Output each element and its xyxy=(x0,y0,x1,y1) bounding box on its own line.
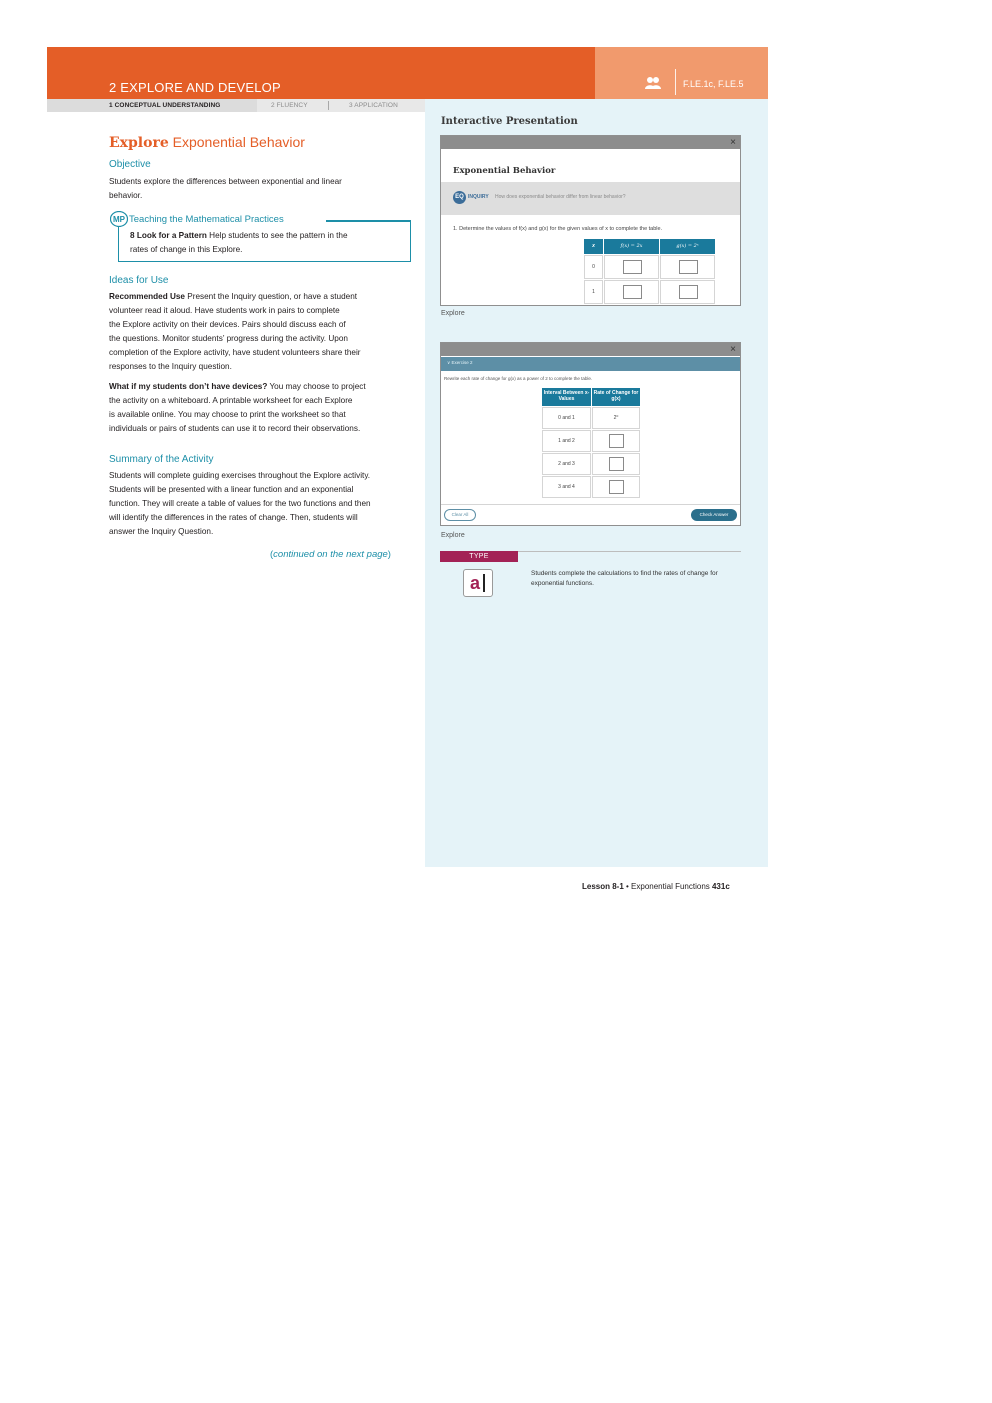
people-icon xyxy=(645,76,661,90)
page-title xyxy=(109,134,305,151)
text-line: function. They will create a table of values for the two functions and then xyxy=(109,499,371,508)
text-line: answer the Inquiry Question. xyxy=(109,527,214,536)
close-icon[interactable]: × xyxy=(730,344,736,355)
type-description: Students complete the calculations to find the rates of change for exponential functions. xyxy=(531,570,718,587)
text-line: Students will be presented with a linear function and an exponential xyxy=(109,485,354,494)
text-line xyxy=(130,229,405,243)
screen-titlebar xyxy=(441,343,740,356)
table-cell xyxy=(604,280,659,304)
exercise-label: ∨ Exercise 2 xyxy=(447,360,473,365)
text-line: will identify the differences in the rates of change. Then, students will xyxy=(109,513,358,522)
text-line: behavior. xyxy=(109,191,143,200)
table-cell-interval: 2 and 3 xyxy=(542,453,591,475)
continued-text: continued on the next page xyxy=(273,549,388,560)
text-line: responses to the Inquiry question. xyxy=(109,362,232,371)
inquiry-label: INQUIRY xyxy=(468,194,489,200)
recommended-use-text xyxy=(109,290,411,374)
paren-open: ( xyxy=(270,549,274,560)
mp-heading: Teaching the Mathematical Practices xyxy=(129,214,288,225)
explore-screen-1 xyxy=(440,135,741,306)
table-cell-interval: 0 and 1 xyxy=(542,407,591,429)
inquiry-icon: EQ xyxy=(453,191,466,204)
text-line: Students explore the differences between exponential and linear xyxy=(109,177,342,186)
lesson-topic: Exponential Functions xyxy=(631,882,712,891)
table-cell-rate xyxy=(592,430,640,452)
lesson-number: Lesson 8-1 xyxy=(582,882,624,891)
standards-label: F.LE.1c, F.LE.5 xyxy=(683,79,744,89)
table-cell-rate: 2⁰ xyxy=(592,407,640,429)
answer-input[interactable] xyxy=(623,260,642,274)
section-header xyxy=(47,47,768,99)
answer-input[interactable] xyxy=(609,480,624,494)
ideas-heading: Ideas for Use xyxy=(109,275,169,286)
tab-fluency[interactable]: 2 FLUENCY xyxy=(271,102,308,109)
mp-callout-rule xyxy=(326,220,411,222)
table-cell-x: 1 xyxy=(584,280,603,304)
text-line: the activity on a whiteboard. A printable worksheet for each Explore xyxy=(109,396,353,405)
standards-block xyxy=(595,47,768,99)
explore-screen-2 xyxy=(440,342,741,526)
text-line xyxy=(109,380,411,394)
page-footer xyxy=(582,882,730,891)
text-line: the Explore activity on their devices. Pairs should discuss each of xyxy=(109,320,346,329)
exercise-question: 1. Determine the values of f(x) and g(x) for the given values of x to complete the table. xyxy=(453,226,663,232)
answer-input[interactable] xyxy=(609,434,624,448)
mp-line1: Help students to see the pattern in the xyxy=(206,231,348,240)
text-line: the questions. Monitor students’ progress during the activity. Upon xyxy=(109,334,348,343)
text-span: You may choose to project xyxy=(267,382,366,391)
table-header-interval: Interval Between x-Values xyxy=(542,388,591,406)
title-bold: Explore xyxy=(109,135,169,151)
type-text-icon xyxy=(463,569,493,597)
mp-text xyxy=(130,229,405,257)
progression-tabs xyxy=(47,99,425,112)
table-header-rate: Rate of Change for g(x) xyxy=(592,388,640,406)
devices-label: What if my students don’t have devices? xyxy=(109,382,268,391)
tab-conceptual-understanding[interactable]: 1 CONCEPTUAL UNDERSTANDING xyxy=(109,102,221,109)
close-icon[interactable]: × xyxy=(730,137,736,148)
tab-application[interactable]: 3 APPLICATION xyxy=(349,102,398,109)
answer-input[interactable] xyxy=(609,457,624,471)
recommended-label: Recommended Use xyxy=(109,292,185,301)
exercise-bar[interactable] xyxy=(441,357,740,371)
title-rest: Exponential Behavior xyxy=(168,134,305,150)
footer-divider xyxy=(441,504,740,505)
inquiry-question: How does exponential behavior differ from linear behavior? xyxy=(495,194,626,200)
summary-text xyxy=(109,469,411,539)
header-separator xyxy=(675,69,676,95)
table-cell-rate xyxy=(592,476,640,498)
mp-badge-icon xyxy=(110,211,128,227)
text-line: is available online. You may choose to print the worksheet so that xyxy=(109,410,346,419)
text-line: completion of the Explore activity, have student volunteers share their xyxy=(109,348,361,357)
table-header-f: f(x) = 2x xyxy=(604,239,659,254)
interactive-presentation-heading: Interactive Presentation xyxy=(441,116,578,127)
answer-input[interactable] xyxy=(679,260,698,274)
mp-practice: 8 Look for a Pattern xyxy=(130,231,207,240)
table-cell-interval: 1 and 2 xyxy=(542,430,591,452)
text-span: Present the Inquiry question, or have a student xyxy=(185,292,358,301)
answer-input[interactable] xyxy=(623,285,642,299)
table-cell-rate xyxy=(592,453,640,475)
continued-note xyxy=(270,549,391,560)
screen-caption: Explore xyxy=(441,310,465,317)
mp-line2: rates of change in this Explore. xyxy=(130,245,243,254)
answer-input[interactable] xyxy=(679,285,698,299)
table-header-g: g(x) = 2ˣ xyxy=(660,239,715,254)
text-line xyxy=(109,290,411,304)
text-cursor-icon xyxy=(483,574,485,592)
screen-titlebar xyxy=(441,136,740,149)
table-cell xyxy=(604,255,659,279)
type-icon-letter: a xyxy=(470,573,481,593)
table-cell xyxy=(660,280,715,304)
objective-heading: Objective xyxy=(109,159,151,170)
page-number: 431c xyxy=(711,882,730,891)
exercise-question: Rewrite each rate of change for g(x) as a power of 2 to complete the table. xyxy=(444,376,593,381)
type-rule xyxy=(518,551,741,552)
type-tag: TYPE xyxy=(440,551,518,562)
inquiry-band xyxy=(441,182,740,215)
table-cell-x: 0 xyxy=(584,255,603,279)
paren-close: ) xyxy=(387,549,391,560)
objective-text xyxy=(109,175,411,203)
text-line: volunteer read it aloud. Have students work in pairs to complete xyxy=(109,306,340,315)
text-line: Students will complete guiding exercises throughout the Explore activity. xyxy=(109,471,371,480)
text-line: individuals or pairs of students can use it to record their observations. xyxy=(109,424,361,433)
clear-all-button[interactable]: Clear All xyxy=(444,509,476,521)
tab-divider xyxy=(328,101,329,110)
table-cell xyxy=(660,255,715,279)
devices-text xyxy=(109,380,411,436)
mp-badge-text: MP xyxy=(113,215,125,224)
summary-heading: Summary of the Activity xyxy=(109,454,214,465)
section-title: 2 EXPLORE AND DEVELOP xyxy=(109,80,281,95)
check-answer-button[interactable]: Check Answer xyxy=(691,509,737,521)
screen-title: Exponential Behavior xyxy=(453,166,556,176)
screen-caption: Explore xyxy=(441,532,465,539)
footer-separator: • xyxy=(623,882,632,891)
table-cell-interval: 3 and 4 xyxy=(542,476,591,498)
table-header-x: x xyxy=(584,239,603,254)
